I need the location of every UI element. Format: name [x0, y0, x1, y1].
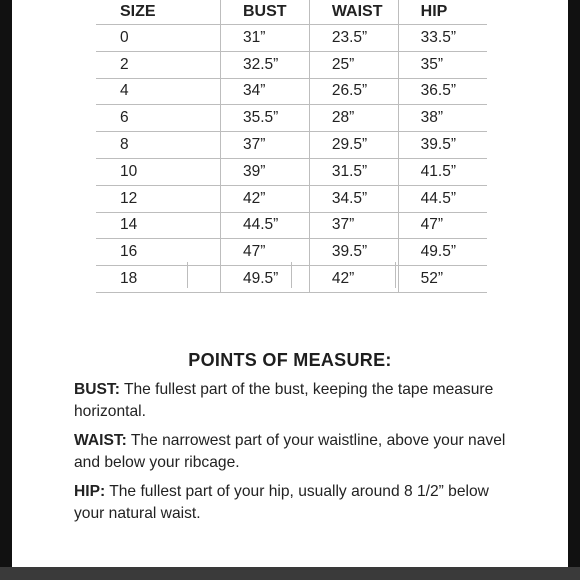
cell-hip: 38” [398, 105, 487, 132]
column-divider [187, 262, 188, 288]
definition-text: The fullest part of the bust, keeping the tape measure horizontal. [74, 381, 494, 420]
cell-waist: 23.5” [309, 25, 398, 52]
cell-size: 8 [96, 132, 221, 159]
cell-bust: 42” [221, 185, 310, 212]
definition-text: The fullest part of your hip, usually around 8 1/2” below your natural waist. [74, 483, 489, 522]
cell-hip: 49.5” [398, 239, 487, 266]
table-row [96, 185, 487, 212]
cell-size: 12 [96, 185, 221, 212]
cell-hip: 44.5” [398, 185, 487, 212]
cell-size: 2 [96, 51, 221, 78]
cell-size: 6 [96, 105, 221, 132]
column-divider [291, 262, 292, 288]
cell-bust: 49.5” [221, 266, 310, 293]
cell-hip: 47” [398, 212, 487, 239]
table-row [96, 212, 487, 239]
cell-waist: 28” [309, 105, 398, 132]
cell-waist: 31.5” [309, 158, 398, 185]
cell-hip: 35” [398, 51, 487, 78]
header-hip: HIP [398, 0, 487, 25]
cell-hip: 39.5” [398, 132, 487, 159]
definition-text: The narrowest part of your waistline, above your navel and below your ribcage. [74, 432, 506, 471]
cell-bust: 39” [221, 158, 310, 185]
table-row [96, 132, 487, 159]
cell-waist: 34.5” [309, 185, 398, 212]
size-chart-table [96, 0, 487, 293]
cell-size: 14 [96, 212, 221, 239]
cell-bust: 34” [221, 78, 310, 105]
definition-waist [74, 430, 514, 473]
table-row [96, 158, 487, 185]
header-bust: BUST [221, 0, 310, 25]
cell-size: 10 [96, 158, 221, 185]
definition-term: BUST: [74, 381, 120, 398]
cell-hip: 33.5” [398, 25, 487, 52]
cell-hip: 36.5” [398, 78, 487, 105]
cell-bust: 32.5” [221, 51, 310, 78]
header-waist: WAIST [309, 0, 398, 25]
table-header-row [96, 0, 487, 25]
column-divider [395, 262, 396, 288]
table-row [96, 25, 487, 52]
table-row [96, 105, 487, 132]
cell-size: 18 [96, 266, 221, 293]
definition-term: HIP: [74, 483, 106, 500]
cell-waist: 29.5” [309, 132, 398, 159]
bottom-bar [0, 567, 580, 580]
definition-term: WAIST: [74, 432, 127, 449]
cell-size: 4 [96, 78, 221, 105]
cell-bust: 44.5” [221, 212, 310, 239]
cell-bust: 35.5” [221, 105, 310, 132]
cell-hip: 41.5” [398, 158, 487, 185]
cell-waist: 26.5” [309, 78, 398, 105]
cell-waist: 39.5” [309, 239, 398, 266]
section-title: POINTS OF MEASURE: [188, 350, 392, 370]
header-size: SIZE [96, 0, 221, 25]
cell-waist: 42” [309, 266, 398, 293]
cell-hip: 52” [398, 266, 487, 293]
cell-bust: 31” [221, 25, 310, 52]
table-row [96, 51, 487, 78]
cell-waist: 25” [309, 51, 398, 78]
definition-bust [74, 379, 514, 422]
cell-bust: 47” [221, 239, 310, 266]
cell-size: 0 [96, 25, 221, 52]
cell-bust: 37” [221, 132, 310, 159]
cell-waist: 37” [309, 212, 398, 239]
table-row [96, 78, 487, 105]
definition-hip [74, 481, 514, 524]
cell-size: 16 [96, 239, 221, 266]
